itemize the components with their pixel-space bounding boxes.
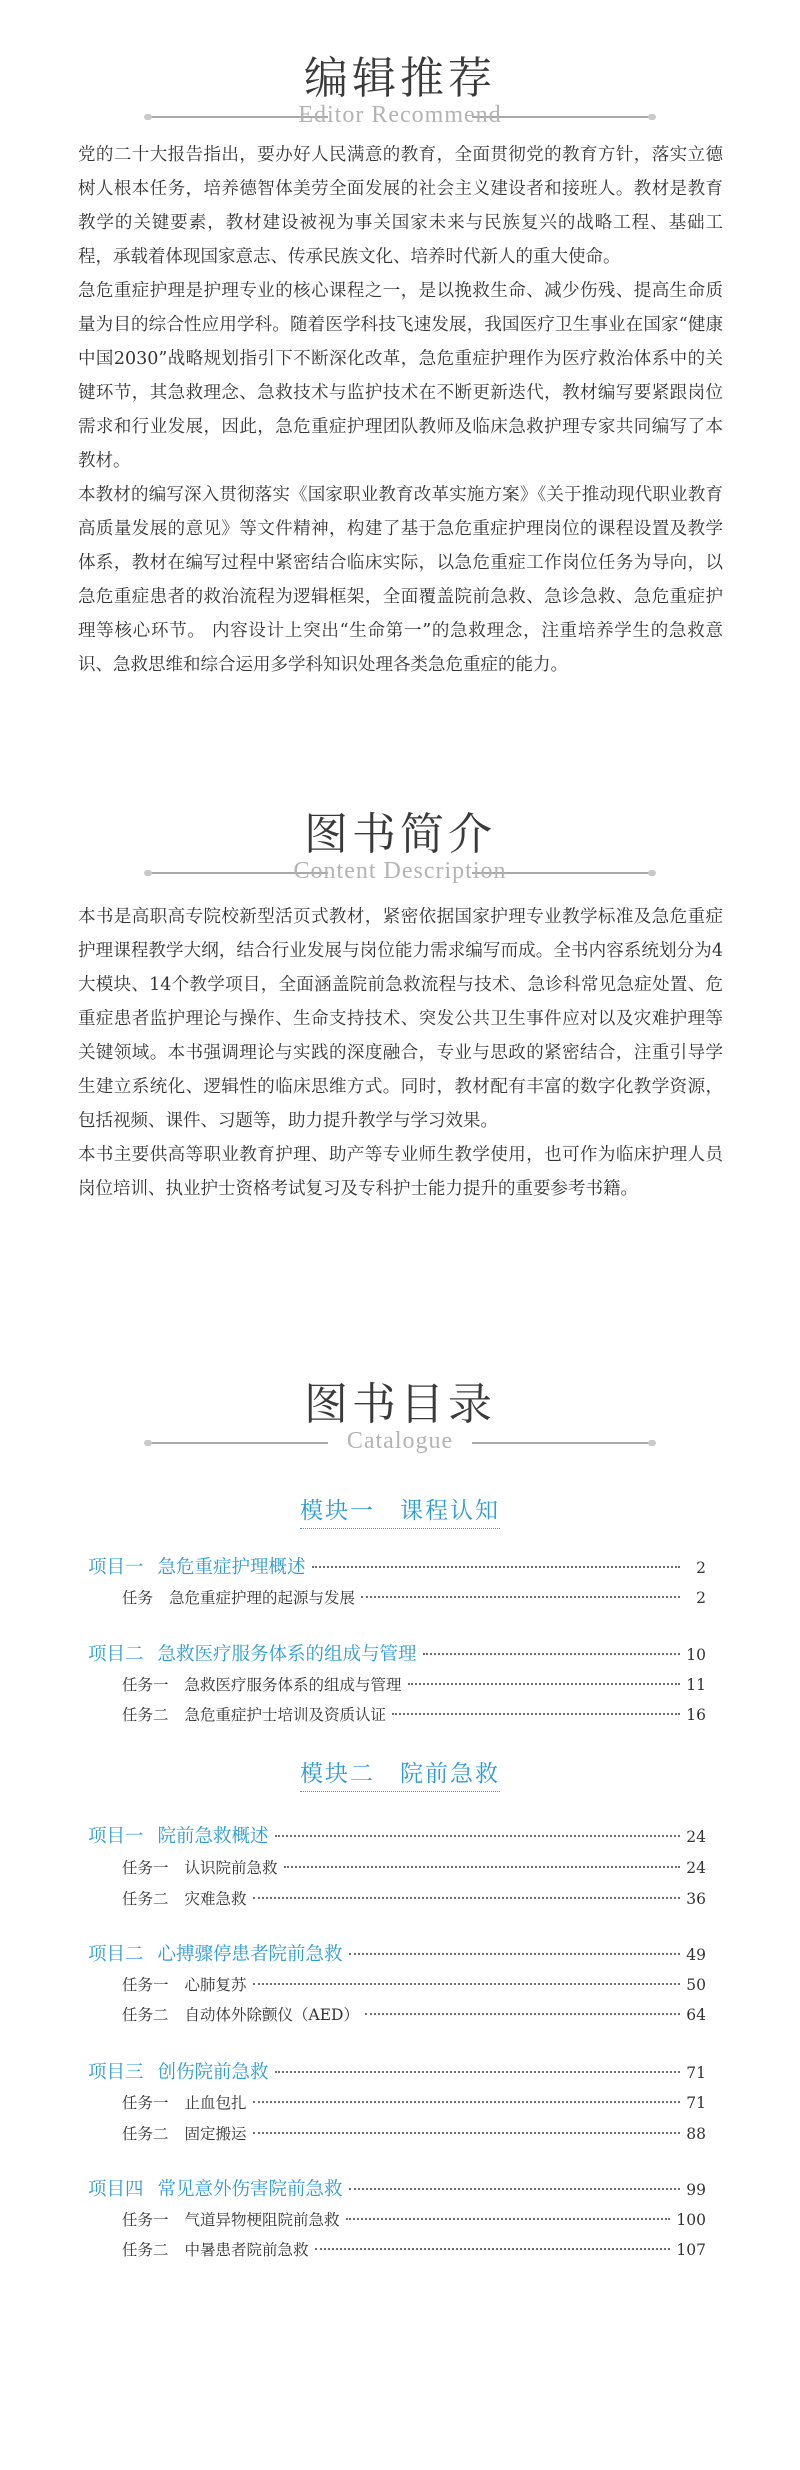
project-code: 项目四 [88, 2179, 144, 2200]
project-code: 项目二 [88, 1944, 144, 1965]
page-number: 88 [686, 2125, 706, 2143]
dot-leader [365, 2013, 680, 2015]
task-title: 气道异物梗阻院前急救 [184, 2211, 340, 2229]
dot-leader [284, 1866, 680, 1868]
toc-project[interactable] [88, 1940, 706, 1966]
editor-text [78, 138, 723, 682]
page-number: 2 [696, 1589, 706, 1607]
paragraph: 本书是高职高专院校新型活页式教材，紧密依据国家护理专业教学标准及急危重症护理课程教学大纲，结合行业发展与岗位能力需求编写而成。全书内容系统划分为4大模块、14个教学项目，全面涵盖院前急救流程与技术、急诊科常见急症处置、危重症患者监护理论与操作、生命支持技术、突发公共卫生事件应对以及灾难护理等关键领域。本书强调理论与实践的深度融合，专业与思政的紧密结合，注重引导学生建立系统化、逻辑性的临床思维方式。同时，教材配有丰富的数字化教学资源，包括视频、课件、习题等，助力提升教学与学习效果。 [78, 907, 723, 1131]
catalogue-subtitle: Catalogue [346, 1428, 454, 1454]
page-number: 99 [686, 2181, 706, 2199]
toc-project[interactable] [88, 1553, 706, 1579]
dot-leader [253, 1983, 680, 1985]
task-title: 心肺复苏 [184, 1976, 247, 1994]
task-title: 止血包扎 [184, 2094, 247, 2112]
dot-leader [275, 2071, 680, 2073]
dot-leader [312, 1566, 680, 1568]
task-code: 任务一 [122, 1976, 169, 1994]
task-code: 任务一 [122, 1676, 169, 1694]
toc-task[interactable] [122, 1887, 706, 1909]
task-code: 任务二 [122, 1890, 169, 1908]
project-title: 创伤院前急救 [157, 2062, 269, 2083]
catalogue-header [0, 1368, 800, 1478]
project-code: 项目二 [88, 1644, 144, 1665]
toc-task[interactable] [122, 1973, 706, 1995]
task-title: 急危重症护理的起源与发展 [169, 1589, 356, 1607]
module-heading[interactable] [0, 1755, 800, 1788]
task-title: 自动体外除颤仪（AED） [184, 2006, 359, 2024]
editor-subtitle: Editor Recommend [298, 102, 502, 128]
task-title: 急危重症护士培训及资质认证 [184, 1706, 387, 1724]
toc-task[interactable] [122, 2208, 706, 2230]
toc-project[interactable] [88, 2175, 706, 2201]
toc-task[interactable] [122, 2238, 706, 2260]
toc-task[interactable] [122, 1586, 706, 1608]
task-title: 认识院前急救 [184, 1859, 278, 1877]
page-number: 64 [686, 2006, 706, 2024]
task-code: 任务二 [122, 2125, 169, 2143]
project-code: 项目一 [88, 1826, 144, 1847]
project-code: 项目一 [88, 1557, 144, 1578]
dot-leader [349, 2188, 680, 2190]
page-number: 107 [676, 2241, 706, 2259]
task-title: 固定搬运 [184, 2125, 247, 2143]
intro-subtitle: Content Description [293, 858, 507, 884]
page-number: 49 [686, 1946, 706, 1964]
dot-leader [346, 2218, 671, 2220]
page-number: 71 [686, 2064, 706, 2082]
paragraph: 本教材的编写深入贯彻落实《国家职业教育改革实施方案》《关于推动现代职业教育高质量发展的意见》等文件精神，构建了基于急危重症护理岗位的课程设置及教学体系，教材在编写过程中紧密结合临床实际，以急危重症工作岗位任务为导向，以急危重症患者的救治流程为逻辑框架，全面覆盖院前急救、急诊急救、急危重症护理等核心环节。 内容设计上突出“生命第一”的急救理念，注重培养学生的急救意识、急救思维和综合运用多学科知识处理各类急危重症的能力。 [78, 485, 723, 675]
editor-title: 编辑推荐 [304, 53, 496, 104]
task-code: 任务二 [122, 1706, 169, 1724]
module-1-heading[interactable]: 模块一 课程认知 [300, 1498, 500, 1529]
paragraph: 党的二十大报告指出，要办好人民满意的教育，全面贯彻党的教育方针，落实立德树人根本任务，培养德智体美劳全面发展的社会主义建设者和接班人。教材是教育教学的关键要素，教材建设被视为事关国家未来与民族复兴的战略工程、基础工程，承载着体现国家意志、传承民族文化、培养时代新人的重大使命。 [78, 145, 723, 267]
toc-project[interactable] [88, 1822, 706, 1848]
intro-text [78, 900, 723, 1206]
project-title: 常见意外伤害院前急救 [157, 2179, 343, 2200]
module-2-heading[interactable]: 模块二 院前急救 [300, 1761, 500, 1792]
project-title: 急救医疗服务体系的组成与管理 [157, 1644, 417, 1665]
task-code: 任务 [122, 1589, 154, 1607]
task-code: 任务一 [122, 2094, 169, 2112]
toc-project[interactable] [88, 2058, 706, 2084]
intro-title: 图书简介 [304, 809, 496, 860]
dot-leader [349, 1953, 680, 1955]
task-title: 灾难急救 [184, 1890, 247, 1908]
intro-header [0, 798, 800, 908]
toc-task[interactable] [122, 1856, 706, 1878]
page-number: 10 [686, 1646, 706, 1664]
task-code: 任务二 [122, 2006, 169, 2024]
page-number: 50 [686, 1976, 706, 1994]
dot-leader [253, 2101, 680, 2103]
project-code: 项目三 [88, 2062, 144, 2083]
dot-leader [408, 1683, 680, 1685]
toc-project[interactable] [88, 1640, 706, 1666]
dot-leader [275, 1835, 680, 1837]
project-title: 院前急救概述 [157, 1826, 269, 1847]
module-heading[interactable] [0, 1492, 800, 1525]
dot-leader [423, 1653, 680, 1655]
toc-task[interactable] [122, 2003, 706, 2025]
paragraph: 急危重症护理是护理专业的核心课程之一，是以挽救生命、减少伤残、提高生命质量为目的综合性应用学科。随着医学科技飞速发展，我国医疗卫生事业在国家“健康中国2030”战略规划指引下不断深化改革，急危重症护理作为医疗救治体系中的关键环节，其急救理念、急救技术与监护技术在不断更新迭代，教材编写要紧跟岗位需求和行业发展，因此，急危重症护理团队教师及临床急救护理专家共同编写了本教材。 [78, 281, 723, 471]
toc-task[interactable] [122, 2091, 706, 2113]
page-number: 2 [696, 1559, 706, 1577]
page-number: 36 [686, 1890, 706, 1908]
dot-leader [392, 1713, 680, 1715]
page-number: 71 [686, 2094, 706, 2112]
page-number: 24 [686, 1828, 706, 1846]
editor-header [0, 42, 800, 152]
task-code: 任务一 [122, 1859, 169, 1877]
catalogue-title: 图书目录 [304, 1379, 496, 1430]
dot-leader [361, 1596, 680, 1598]
task-code: 任务二 [122, 2241, 169, 2259]
toc-task[interactable] [122, 2122, 706, 2144]
dot-leader [253, 1897, 680, 1899]
page-number: 100 [676, 2211, 706, 2229]
task-title: 急救医疗服务体系的组成与管理 [184, 1676, 402, 1694]
project-title: 心搏骤停患者院前急救 [157, 1944, 343, 1965]
dot-leader [253, 2132, 680, 2134]
project-title: 急危重症护理概述 [157, 1557, 306, 1578]
task-code: 任务一 [122, 2211, 169, 2229]
toc-task[interactable] [122, 1703, 706, 1725]
page-number: 16 [686, 1706, 706, 1724]
page-number: 11 [686, 1676, 706, 1694]
toc-task[interactable] [122, 1673, 706, 1695]
dot-leader [315, 2248, 671, 2250]
paragraph: 本书主要供高等职业教育护理、助产等专业师生教学使用，也可作为临床护理人员岗位培训、执业护士资格考试复习及专科护士能力提升的重要参考书籍。 [78, 1145, 723, 1199]
page-number: 24 [686, 1859, 706, 1877]
task-title: 中暑患者院前急救 [184, 2241, 309, 2259]
